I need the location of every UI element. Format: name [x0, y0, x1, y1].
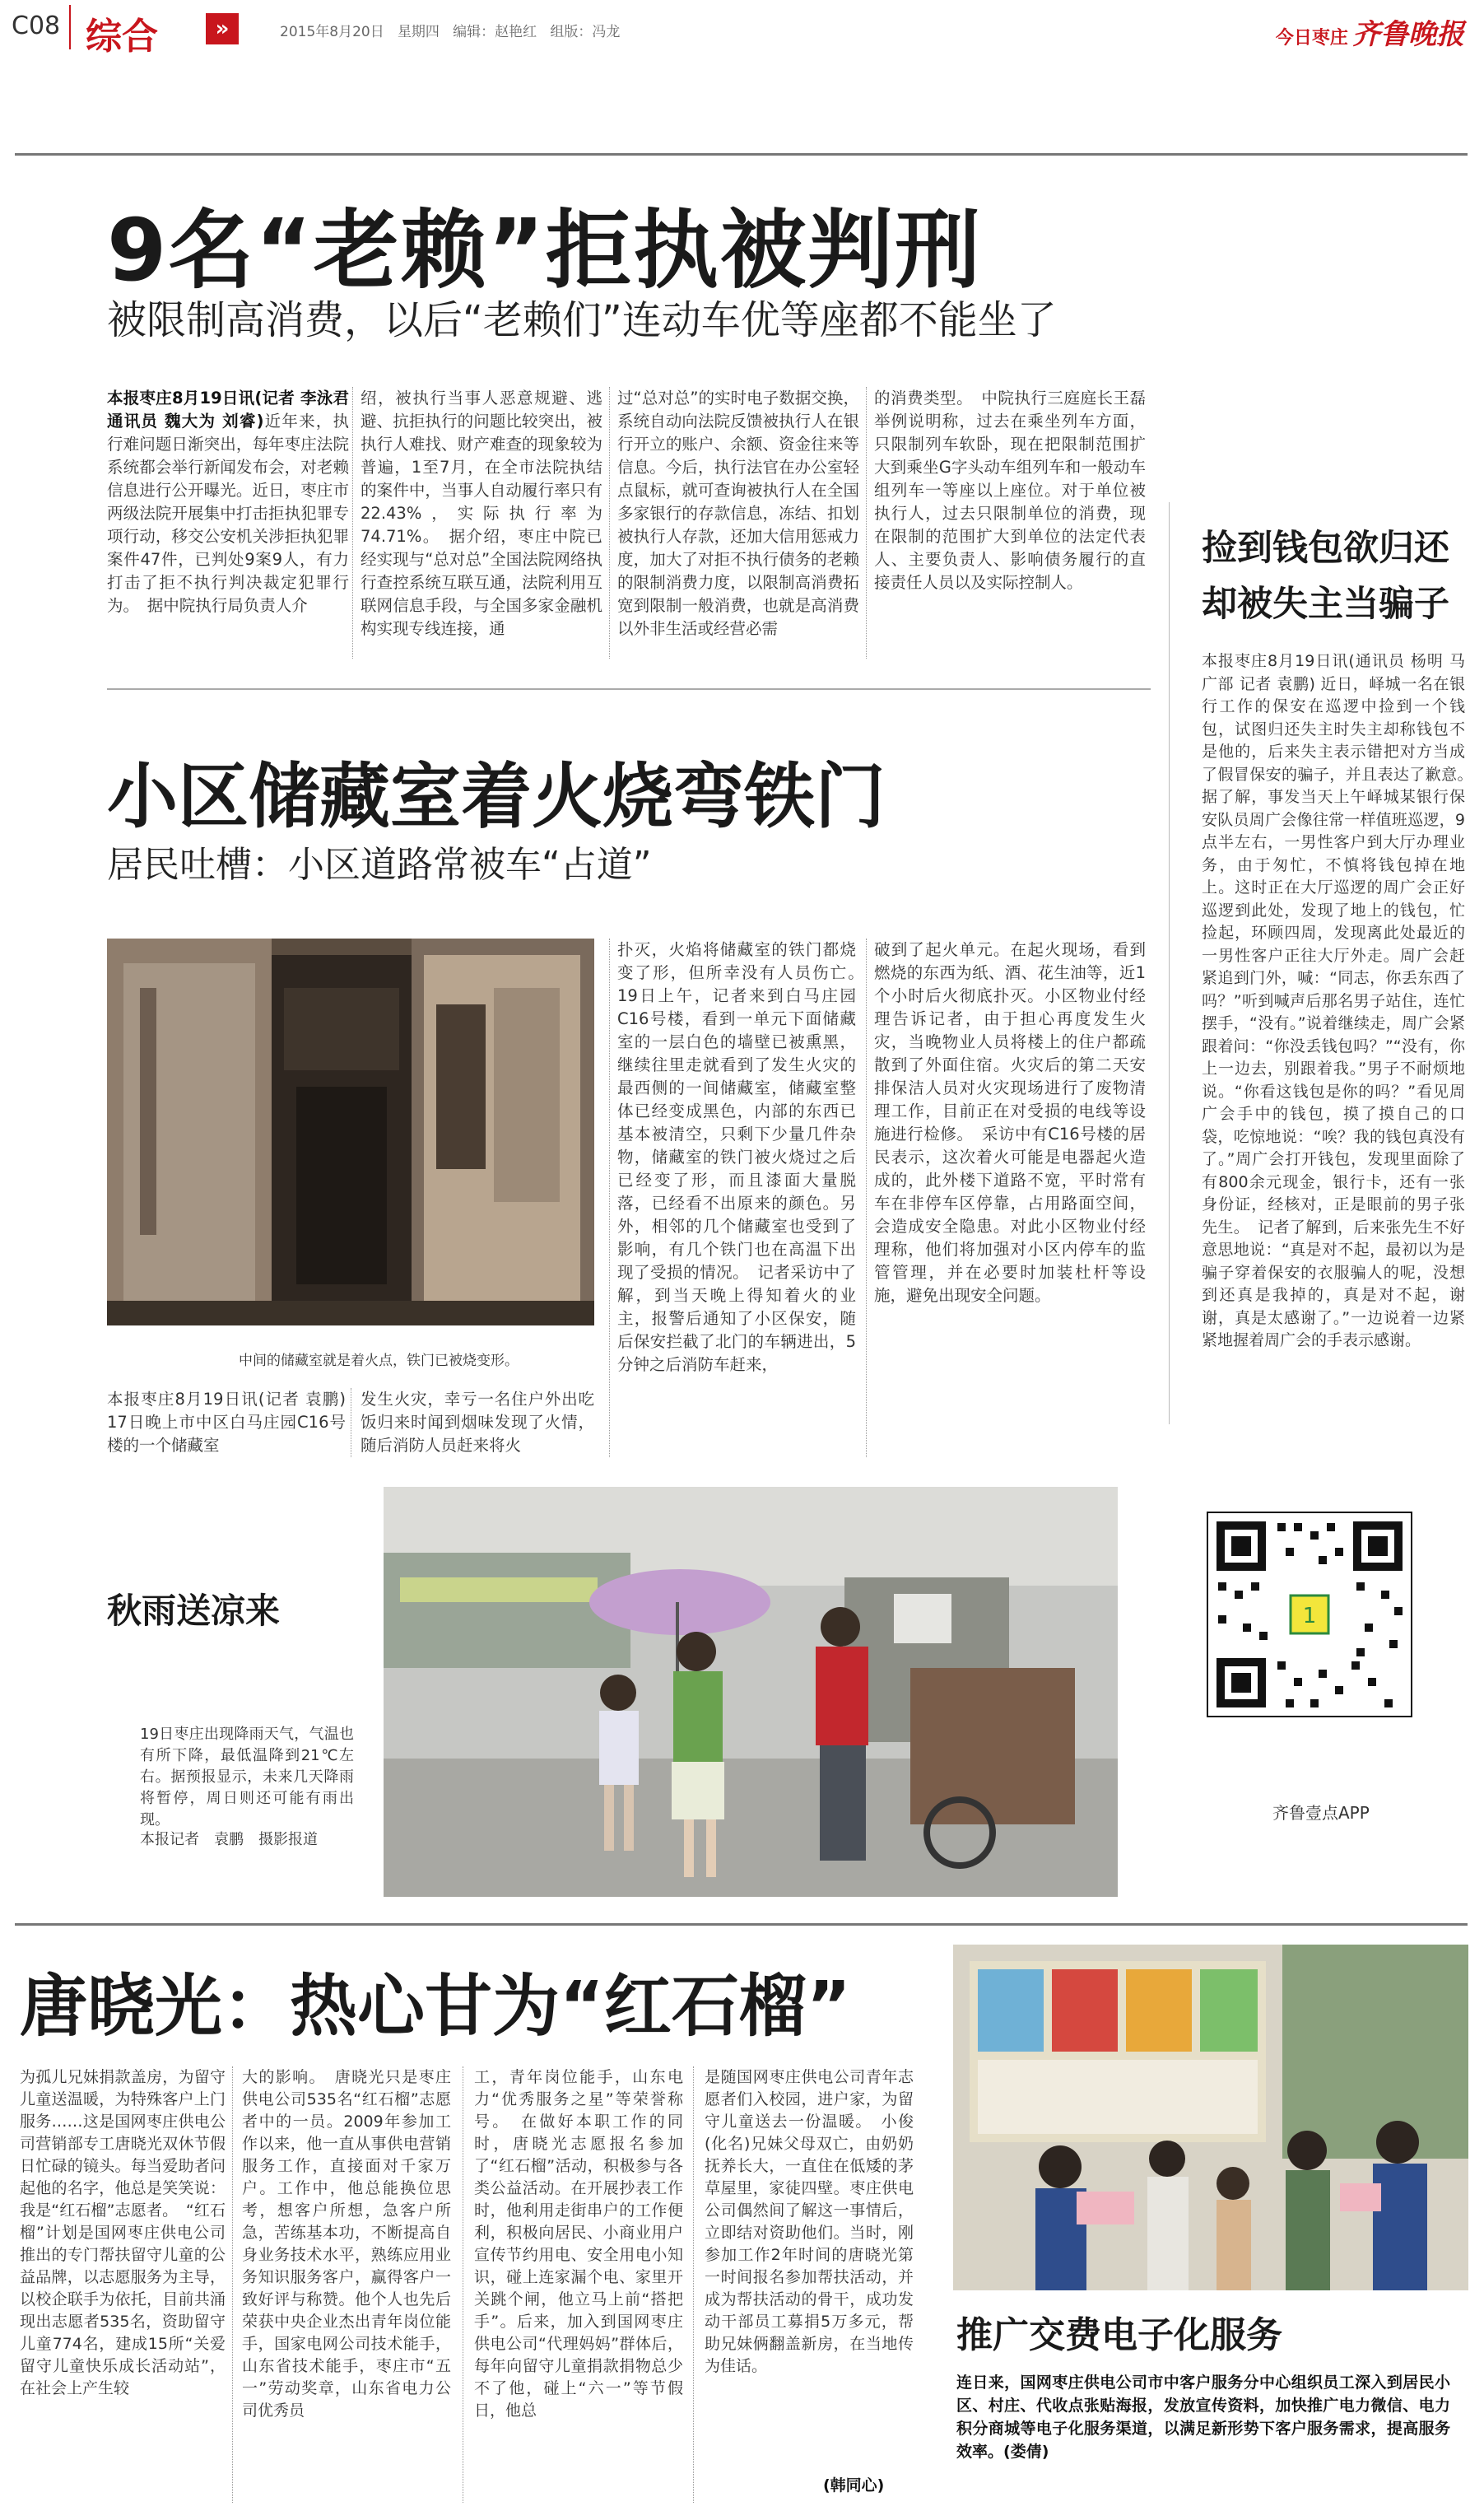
story2-subheadline: 居民吐槽：小区道路常被车“占道”: [107, 844, 652, 886]
section-arrow-icon: »: [206, 13, 239, 44]
storage-fire-photo-caption: 中间的储藏室就是着火点，铁门已被烧变形。: [239, 1353, 519, 1369]
story5-headline: 推广交费电子化服务: [956, 2314, 1282, 2356]
story2-col-divider-2: [609, 939, 610, 1457]
story1-column-2: 绍，被执行当事人恶意规避、逃避、抗拒执行的问题比较突出，被执行人难找、财产难查的现象较为普遍，1至7月，在全市法院执结的案件中，当事人自动履行率只有22.43%，实际执行率为74.71%。 据介绍，枣庄中院已经实现与“总对总”全国法院网络执行查控系统互联互通，法院利用互联网信息手段，与全国多家金融机构实现专线连接，通: [361, 389, 602, 638]
story4-column-1: 为孤儿兄妹捐款盖房，为留守儿童送温暖，为特殊客户上门服务……这是国网枣庄供电公司营销部专工唐晓光双休节假日忙碌的镜头。每当爱助者问起他的名字，他总是笑笑说：我是“红石榴”志愿者。 “红石榴”计划是国网枣庄供电公司推出的专门帮扶留守儿童的公益品牌，以志愿服务为主导，以校企联手为依托，目前共涌现出志愿者535名，资助留守儿童774名，建成15所“关爱留守儿童快乐成长活动站”，在社会上产生较: [20, 2068, 226, 2397]
story4-col-divider-3: [693, 2066, 694, 2503]
story5-credit: (娄倩): [1003, 2443, 1049, 2461]
story4-credit: (韩同心): [823, 2476, 885, 2495]
storage-fire-photo: [107, 939, 594, 1325]
story3-headline-line2: 却被失主当骗子: [1202, 584, 1449, 625]
story1-subheadline: 被限制高消费，以后“老赖们”连动车优等座都不能坐了: [107, 297, 1057, 343]
svg-text:1: 1: [1302, 1604, 1317, 1628]
story1-text-1: 近年来，执行难问题日渐突出，每年枣庄法院系统都会举行新闻发布会，对老赖信息进行公开曝光。近日，枣庄市两级法院开展集中打击拒执犯罪专项行动，移交公安机关涉拒执犯罪案件47件，已判处9案9人，有力打击了拒不执行判决裁定犯罪行为。 据中院执行局负责人介: [107, 412, 349, 615]
section-title: 综合: [86, 16, 158, 58]
story4-headline: 唐晓光：热心甘为“红石榴”: [20, 1968, 851, 2046]
header-rule: [15, 153, 1468, 156]
story5-body: [956, 2371, 1450, 2470]
page-header: [0, 0, 1484, 58]
story1-col-divider-1: [352, 387, 353, 659]
story1-byline: 本报枣庄8月19日讯(记者 李泳君 通讯员 魏大为 刘睿): [107, 389, 349, 431]
editor-credit: 编辑：赵艳红: [453, 24, 537, 40]
story1-column-3: 过“总对总”的实时电子数据交换，系统自动向法院反馈被执行人在银行开立的账户、余额、资金往来等信息。今后，执行法官在办公室轻点鼠标，就可查询被执行人在全国多家银行的存款信息，冻结、扣划被执行人存款，还加大信用惩戒力度，加大了对拒不执行债务的老赖的限制消费力度，以限制高消费拓宽到限制一般消费，也就是高消费以外非生活或经营必需: [617, 389, 859, 638]
photo-feature-caption: 19日枣庄出现降雨天气，气温也有所下降，最低温降到21℃左右。据预报显示，未来几天降雨将暂停，周日则还可能有雨出现。: [140, 1726, 354, 1829]
brand-prefix: 今日枣庄: [1275, 28, 1348, 49]
app-qr-label: 齐鲁壹点APP: [1272, 1803, 1370, 1823]
story4-top-rule: [15, 1923, 1468, 1926]
power-service-photo-art: [953, 1945, 1468, 2290]
brand-mark: [1276, 12, 1464, 52]
issue-date: 2015年8月20日: [280, 24, 384, 40]
page-code: C08: [12, 12, 61, 40]
rain-street-photo-art: [384, 1487, 1118, 1897]
story1-bottom-rule: [107, 688, 1151, 690]
right-column-divider: [1169, 502, 1170, 1424]
app-qr-code[interactable]: [1207, 1512, 1412, 1717]
story1-column-1: [107, 387, 349, 659]
story4-column-4: 是随国网枣庄供电公司青年志愿者们入校园，进户家，为留守儿童送去一份温暖。 小俊(化名)兄妹父母双亡，由奶奶抚养长大，一直住在低矮的茅草屋里，家徒四壁。枣庄供电公司偶然间了解这一事情后，立即结对资助他们。当时，刚参加工作2年时间的唐晓光第一时间报名参加帮扶活动，并成为帮扶活动的骨干，成功发动干部员工募捐5万多元，帮助兄妹俩翻盖新房，在当地传为佳话。: [705, 2068, 914, 2375]
story2-column-2: 发生火灾，幸亏一名住户外出吃饭归来时闻到烟味发现了火情，随后消防人员赶来将火: [361, 1390, 594, 1455]
story4-col-divider-1: [232, 2066, 233, 2503]
issue-weekday: 星期四: [397, 24, 440, 40]
story5-text: 连日来，国网枣庄供电公司市中客户服务分中心组织员工深入到居民小区、村庄、代收点张贴海报，发放宣传资料，加快推广电力微信、电力积分商城等电子化服务渠道，以满足新形势下客户服务需求，提高服务效率。: [956, 2374, 1450, 2461]
header-divider: [69, 5, 71, 49]
story4-column-3: 工，青年岗位能手，山东电力“优秀服务之星”等荣誉称号。 在做好本职工作的同时，唐晓光志愿报名参加了“红石榴”活动，积极参与各类公益活动。在开展抄表工作时，他利用走街串户的工作便利，积极向居民、小商业用户宣传节约用电、安全用电小知识，碰上连家漏个电、家里开关跳个闸，他立马上前“搭把手”。后来，加入到国网枣庄供电公司“代理妈妈”群体后，每年向留守儿童捐款捐物总少不了他，碰上“六一”等节假日，他总: [474, 2068, 683, 2420]
header-meta: [280, 20, 620, 40]
story2-column-1: 本报枣庄8月19日讯(记者 袁鹏) 17日晚上市中区白马庄园C16号楼的一个储藏室: [107, 1390, 346, 1455]
story1-column-4: 的消费类型。 中院执行三庭庭长王磊举例说明称，过去在乘坐列车方面，只限制列车软卧，现在把限制范围扩大到乘坐G字头动车组列车和一般动车组列车一等座以上座位。对于单位被执行人，过去只限制单位的消费，现在限制的范围扩大到单位的法定代表人、主要负责人、影响债务履行的直接责任人员以及实际控制人。: [874, 389, 1146, 592]
story2-headline: 小区储藏室着火烧弯铁门: [107, 756, 886, 838]
power-service-photo: [953, 1945, 1468, 2290]
story4-column-2: 大的影响。 唐晓光只是枣庄供电公司535名“红石榴”志愿者中的一员。2009年参加工作以来，他一直从事供电营销服务工作，直接面对千家万户。工作中，他总能换位思考，想客户所想，急客户所急，苦练基本功，不断提高自身业务技术水平，熟练应用业务知识服务客户，赢得客户一致好评与称赞。他个人也先后荣获中央企业杰出青年岗位能手，国家电网公司技术能手，山东省技术能手，枣庄市“五一”劳动奖章，山东省电力公司优秀员: [242, 2068, 451, 2420]
layout-credit: 组版：冯龙: [550, 24, 621, 40]
story1-headline: 9名“老赖”拒执被判刑: [107, 200, 983, 300]
story3-headline-line1: 捡到钱包欲归还: [1202, 528, 1449, 569]
photo-feature-title: 秋雨送凉来: [107, 1591, 281, 1631]
story2-col-divider-3: [866, 939, 867, 1457]
story2-column-4: 破到了起火单元。在起火现场，看到燃烧的东西为纸、酒、花生油等，近1个小时后火彻底扑灭。小区物业付经理告诉记者，由于担心再度发生火灾，当晚物业人员将楼上的住户都疏散到了外面住宿。火灾后的第二天安排保洁人员对火灾现场进行了废物清理工作，目前正在对受损的电线等设施进行检修。 采访中有C16号楼的居民表示，这次着火可能是电器起火造成的，此外楼下道路不宽，平时常有车在非停车区停靠，占用路面空间，会造成安全隐患。对此小区物业付经理称，他们将加强对小区内停车的监管管理，并在必要时加装杜杆等设施，避免出现安全问题。: [874, 940, 1146, 1305]
rain-street-photo: [384, 1487, 1118, 1897]
qr-code-icon: [1208, 1513, 1411, 1716]
story2-column-3: 扑灭，火焰将储藏室的铁门都烧变了形，但所幸没有人员伤亡。 19日上午，记者来到白马庄园C16号楼，看到一单元下面储藏室的一层白色的墙壁已被熏黑，继续往里走就看到了发生火灾的最西侧的一间储藏室，储藏室整体已经变成黑色，内部的东西已基本被清空，只剩下少量几件杂物，储藏室的铁门被火烧过之后已经变了形，而且漆面大量脱落，已经看不出原来的颜色。另外，相邻的几个储藏室也受到了影响，有几个铁门也在高温下出现了受损的情况。 记者采访中了解，到当天晚上得知着火的业主，报警后通知了小区保安，随后保安拦截了北门的车辆进出，5分钟之后消防车赶来，: [617, 940, 872, 1374]
story1-col-divider-3: [866, 387, 867, 659]
storage-fire-photo-art: [107, 939, 594, 1325]
story1-col-divider-2: [609, 387, 610, 659]
photo-feature-credit: 本报记者 袁鹏 摄影报道: [140, 1831, 318, 1848]
brand-name: 齐鲁晚报: [1352, 18, 1464, 51]
story3-body: 本报枣庄8月19日讯(通讯员 杨明 马广部 记者 袁鹏) 近日，峄城一名在银行工作的保安在巡逻中捡到一个钱包，试图归还失主时失主却称钱包不是他的，后来失主表示错把对方当成了假冒保安的骗子，并且表达了歉意。 据了解，事发当天上午峄城某银行保安队员周广会像往常一样值班巡逻，9点半左右，一男性客户到大厅办理业务，由于匆忙，不慎将钱包掉在地上。这时正在大厅巡逻的周广会正好巡逻到此处，发现了地上的钱包，忙捡起，环顾四周，发现离此处最近的一男性客户正往大厅外走。周广会赶紧追到门外，喊：“同志，你丢东西了吗？”听到喊声后那名男子站住，连忙摆手，“没有。”说着继续走，周广会紧跟着问：“你没丢钱包吗？”“没有，你上一边去，别跟着我。”男子不耐烦地说。“你看这钱包是你的吗？”看见周广会手中的钱包，摸了摸自己的口袋，吃惊地说：“唉？我的钱包真没有了。”周广会打开钱包，发现里面除了有800余元现金，银行卡，还有一张身份证，经核对，正是眼前的男子张先生。 记者了解到，后来张先生不好意思地说：“真是对不起，最初以为是骗子穿着保安的衣服骗人的呢，没想到还真是我掉的，真是对不起，谢谢，真是太感谢了。”一边说着一边紧紧地握着周广会的手表示感谢。: [1202, 652, 1482, 1349]
